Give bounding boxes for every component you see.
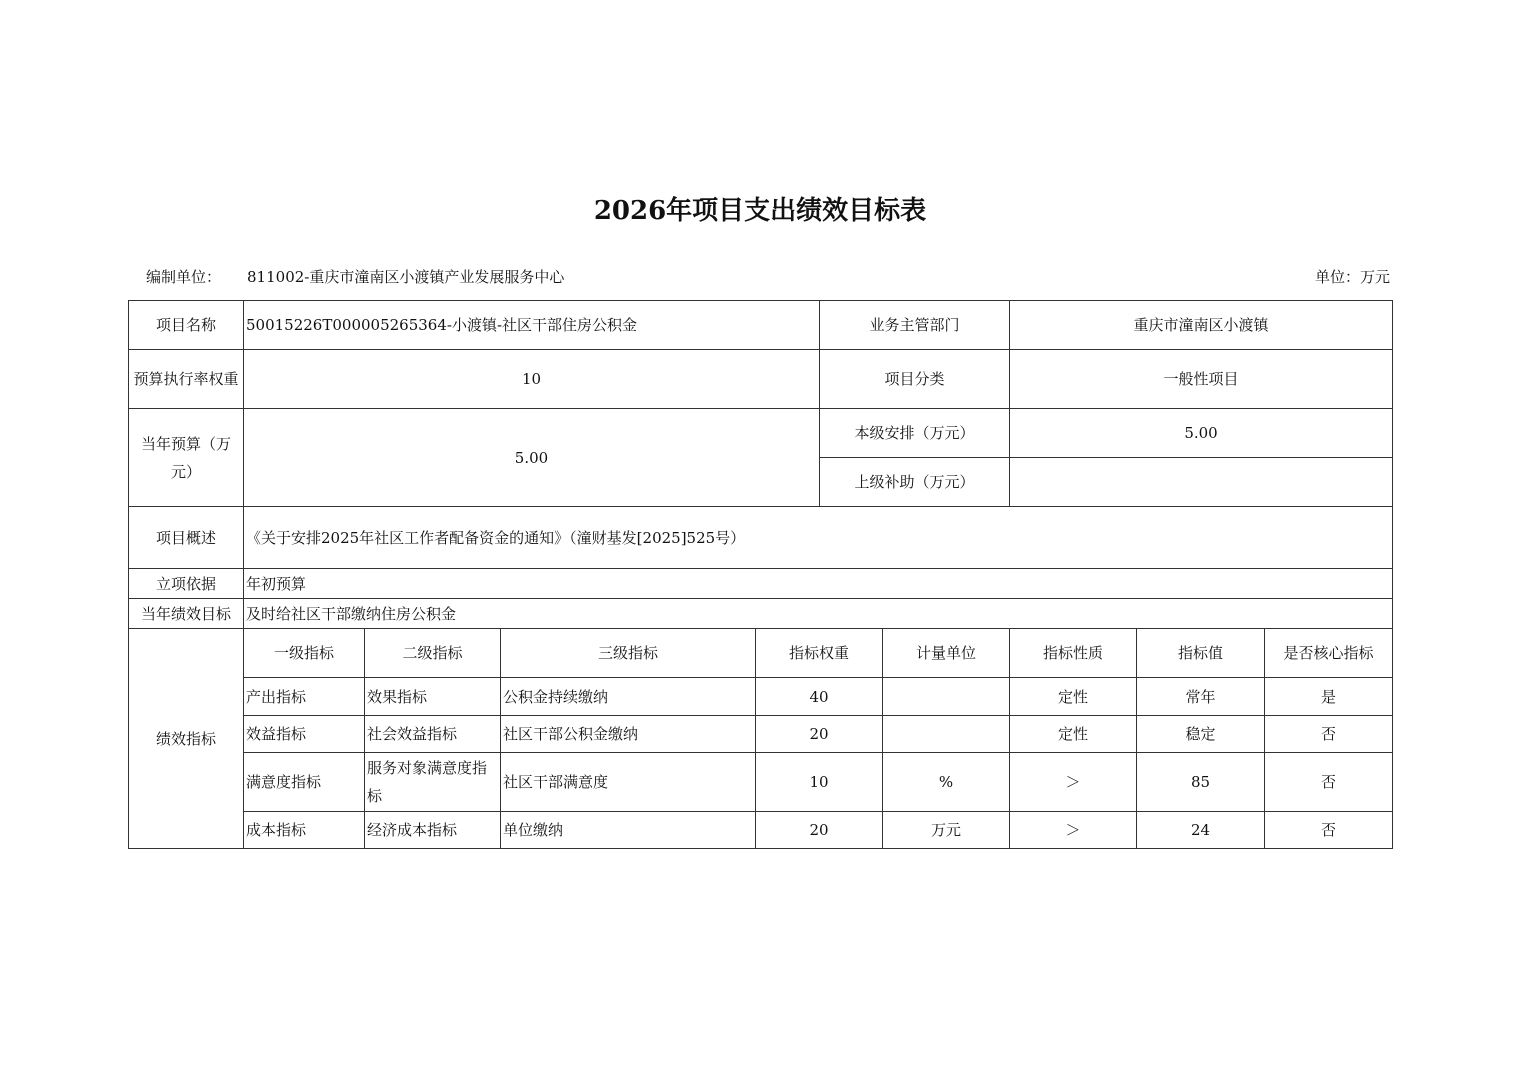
header-cell: 指标值 [1137, 629, 1265, 678]
table-cell: 效益指标 [244, 716, 365, 753]
table-cell: ＞ [1010, 753, 1137, 812]
table-cell: 24 [1137, 812, 1265, 849]
table-row [129, 716, 1393, 753]
page-title: 2026年项目支出绩效目标表 [593, 196, 927, 226]
table-row [129, 678, 1393, 716]
table-cell: 经济成本指标 [365, 812, 501, 849]
table-cell: 服务对象满意度指标 [365, 753, 501, 812]
table-cell: 否 [1265, 716, 1393, 753]
compiling-unit-label: 编制单位： [146, 268, 222, 286]
overview-value: 《关于安排2025年社区工作者配备资金的通知》（潼财基发[2025]525号） [244, 507, 1393, 569]
table-cell: 社区干部公积金缴纳 [501, 716, 756, 753]
header-cell: 指标权重 [756, 629, 883, 678]
upper-value [1010, 458, 1393, 507]
weight-label: 预算执行率权重 [129, 350, 244, 409]
header-cell: 二级指标 [365, 629, 501, 678]
money-unit: 单位：万元 [1314, 268, 1390, 286]
table-cell: 成本指标 [244, 812, 365, 849]
table-cell: ＞ [1010, 812, 1137, 849]
project-name-label: 项目名称 [129, 301, 244, 350]
weight-value: 10 [244, 350, 820, 409]
table-cell: 定性 [1010, 678, 1137, 716]
table-row [129, 753, 1393, 812]
performance-table [128, 300, 1393, 849]
header-cell: 计量单位 [883, 629, 1010, 678]
basis-label: 立项依据 [129, 569, 244, 599]
table-cell: 20 [756, 812, 883, 849]
table-cell: 公积金持续缴纳 [501, 678, 756, 716]
header-cell: 三级指标 [501, 629, 756, 678]
table-row [129, 812, 1393, 849]
category-value: 一般性项目 [1010, 350, 1393, 409]
table-cell [883, 678, 1010, 716]
table-cell: 定性 [1010, 716, 1137, 753]
dept-value: 重庆市潼南区小渡镇 [1010, 301, 1393, 350]
overview-label: 项目概述 [129, 507, 244, 569]
header-cell: 一级指标 [244, 629, 365, 678]
table-cell: % [883, 753, 1010, 812]
table-cell: 社区干部满意度 [501, 753, 756, 812]
header-cell: 指标性质 [1010, 629, 1137, 678]
dept-label: 业务主管部门 [820, 301, 1010, 350]
table-cell: 常年 [1137, 678, 1265, 716]
table-cell: 效果指标 [365, 678, 501, 716]
header-cell: 是否核心指标 [1265, 629, 1393, 678]
table-cell: 否 [1265, 753, 1393, 812]
table-cell: 10 [756, 753, 883, 812]
local-label: 本级安排（万元） [820, 409, 1010, 458]
project-name-value: 50015226T000005265364-小渡镇-社区干部住房公积金 [244, 301, 820, 350]
goal-label: 当年绩效目标 [129, 599, 244, 629]
category-label: 项目分类 [820, 350, 1010, 409]
local-value: 5.00 [1010, 409, 1393, 458]
table-cell [883, 716, 1010, 753]
table-cell: 满意度指标 [244, 753, 365, 812]
table-cell: 40 [756, 678, 883, 716]
compiling-unit [146, 266, 564, 287]
basis-value: 年初预算 [244, 569, 1393, 599]
budget-label: 当年预算（万元） [129, 409, 244, 507]
budget-value: 5.00 [244, 409, 820, 507]
table-cell: 万元 [883, 812, 1010, 849]
table-cell: 单位缴纳 [501, 812, 756, 849]
table-cell: 85 [1137, 753, 1265, 812]
table-cell: 社会效益指标 [365, 716, 501, 753]
table-cell: 20 [756, 716, 883, 753]
goal-value: 及时给社区干部缴纳住房公积金 [244, 599, 1393, 629]
table-cell: 稳定 [1137, 716, 1265, 753]
indicators-label: 绩效指标 [129, 629, 244, 849]
upper-label: 上级补助（万元） [820, 458, 1010, 507]
compiling-unit-value: 811002-重庆市潼南区小渡镇产业发展服务中心 [247, 268, 565, 286]
table-cell: 是 [1265, 678, 1393, 716]
table-cell: 产出指标 [244, 678, 365, 716]
table-cell: 否 [1265, 812, 1393, 849]
